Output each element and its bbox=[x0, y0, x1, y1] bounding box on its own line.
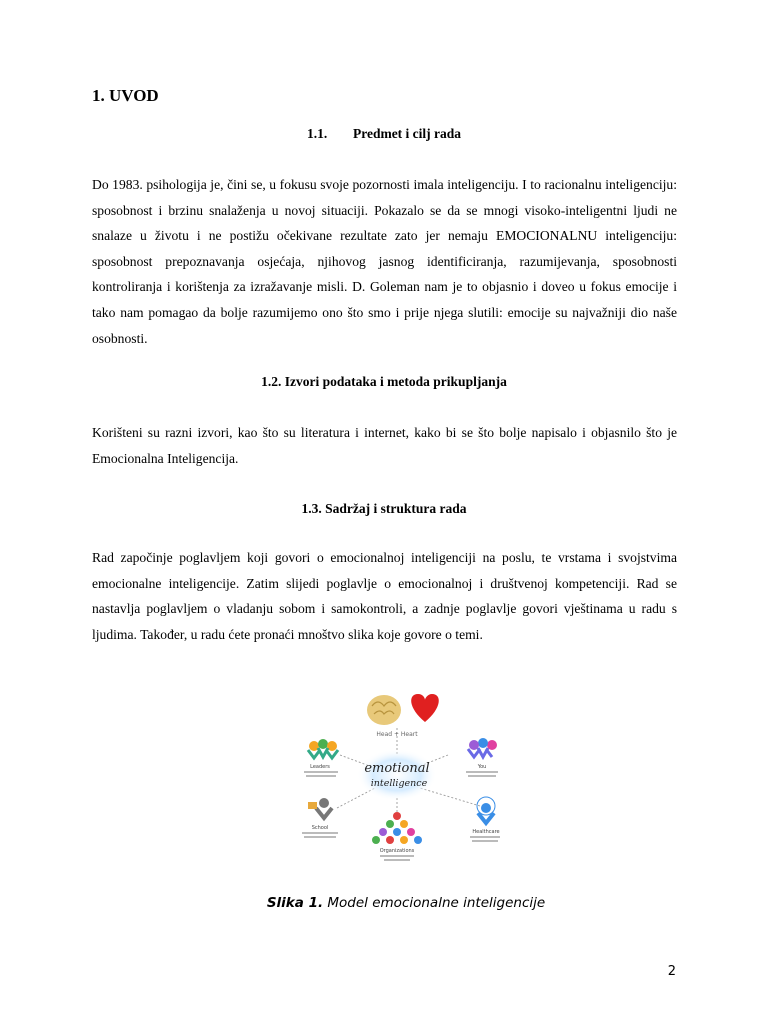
center-title-line1: emotional bbox=[364, 761, 430, 776]
caption-label: Slika 1. bbox=[266, 895, 324, 911]
figure-caption bbox=[0, 895, 768, 911]
node-leaders bbox=[304, 739, 338, 777]
section-number: 1.1. bbox=[306, 126, 328, 141]
paragraph-1-1: Do 1983. psihologija je, čini se, u fokusu svoje pozornosti imala inteligenciju. I to racionalnu inteligenciju: sposobnost i brzinu snalaženja u novoj situaciji. Pokazalo se da se mnogi visoko-inteligentni ljudi ne snalaze u životu i ne postižu očekivane rezultate zato jer nemaju EMOCIONALNU inteligenciju: sposobnost prepoznavanja osjećaja, njihovog jasnog identificiranja, razumijevanja, sposobnosti kontroliranja i korištenja za izražavanje misli. D. Goleman nam je to objasnio i doveo u fokus emocije i tako nam pomagao da bolje razumijemo ono što smo i prije njega slutili: emocije su najvažniji dio naše osobnosti. bbox=[92, 177, 677, 346]
brain-icon bbox=[367, 695, 401, 725]
caption-text: Model emocionalne inteligencije bbox=[323, 895, 546, 911]
node-you bbox=[466, 738, 498, 777]
main-heading: 1. UVOD bbox=[92, 86, 159, 105]
node-label: Healthcare bbox=[472, 829, 500, 835]
node-school bbox=[302, 798, 338, 838]
section-heading-1-1 bbox=[0, 126, 768, 142]
node-healthcare bbox=[470, 797, 500, 842]
section-heading-1-3: 1.3. Sadržaj i struktura rada bbox=[301, 501, 467, 516]
paragraph-1-2: Korišteni su razni izvori, kao što su literatura i internet, kako bi se što bolje napisalo i objasnilo što je Emocionalna Inteligencija. bbox=[92, 425, 677, 466]
center-title-line2: intelligence bbox=[370, 778, 428, 789]
node-label: Leaders bbox=[310, 764, 330, 770]
heart-icon bbox=[411, 694, 439, 722]
emotional-intelligence-diagram bbox=[280, 688, 500, 866]
page-number: 2 bbox=[667, 964, 676, 979]
top-label: Head + Heart bbox=[376, 731, 418, 738]
section-heading-1-2: 1.2. Izvori podataka i metoda prikupljanja bbox=[261, 374, 507, 389]
node-label: Organizations bbox=[379, 848, 415, 854]
node-organizations bbox=[372, 812, 422, 861]
node-label: School bbox=[311, 825, 329, 831]
section-title: Predmet i cilj rada bbox=[352, 126, 462, 141]
node-label: You bbox=[477, 764, 487, 770]
paragraph-1-3: Rad započinje poglavljem koji govori o emocionalnoj inteligenciji na poslu, te vrstama i svojstvima emocionalne inteligencije. Zatim slijedi poglavlje o emocionalnoj i društvenoj kompetenciji. Rad se nastavlja poglavljem o vladanju sobom i samokontroli, a zadnje poglavlje govori vještinama u radu s ljudima. Također, u radu ćete pronaći mnoštvo slika koje govore o temi. bbox=[92, 550, 677, 642]
